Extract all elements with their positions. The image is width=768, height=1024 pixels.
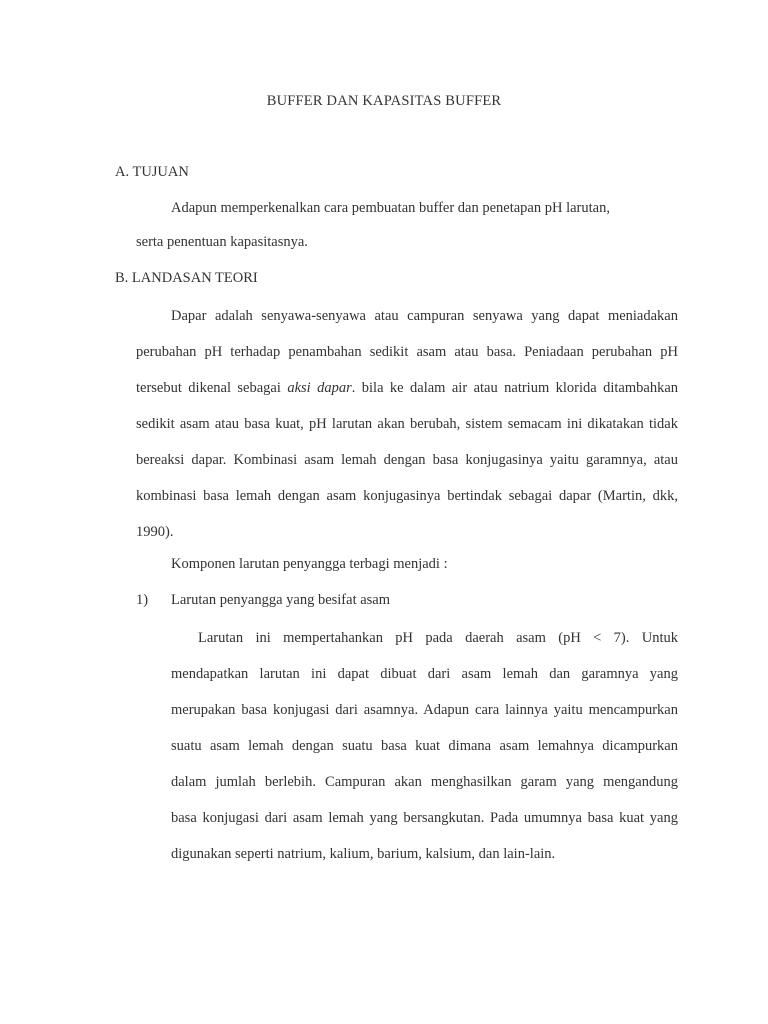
paragraph-line: 1990). — [136, 524, 174, 540]
list-item-heading-1: Larutan penyangga yang besifat asam — [171, 592, 391, 608]
paragraph-line: bereaksi dapar. Kombinasi asam lemah dengan basa konjugasinya yaitu garamnya, atau — [136, 452, 678, 468]
paragraph-text: tersebut dikenal sebagai — [136, 380, 281, 396]
paragraph-line: suatu asam lemah dengan suatu basa kuat dimana asam lemahnya dicampurkan — [171, 738, 678, 754]
paragraph-line: basa konjugasi dari asam lemah yang bersangkutan. Pada umumnya basa kuat yang — [171, 810, 678, 826]
paragraph-line: digunakan seperti natrium, kalium, barium, kalsium, dan lain-lain. — [171, 846, 556, 862]
paragraph-line: sedikit asam atau basa kuat, pH larutan akan berubah, sistem semacam ini dikatakan tidak — [136, 416, 678, 432]
list-number-1: 1) — [136, 592, 149, 608]
paragraph-line: Dapar adalah senyawa-senyawa atau campuran senyawa yang dapat meniadakan — [171, 308, 678, 324]
paragraph-line: mendapatkan larutan ini dapat dibuat dari asam lemah dan garamnya yang — [171, 666, 678, 682]
section-b-paragraph-2: Komponen larutan penyangga terbagi menjadi : — [171, 556, 448, 572]
section-a-line-2: serta penentuan kapasitasnya. — [136, 234, 308, 250]
paragraph-line: Larutan ini mempertahankan pH pada daerah asam (pH < 7). Untuk — [198, 630, 678, 646]
paragraph-line: merupakan basa konjugasi dari asamnya. Adapun cara lainnya yaitu mencampurkan — [171, 702, 678, 718]
paragraph-line: dalam jumlah berlebih. Campuran akan menghasilkan garam yang mengandung — [171, 774, 678, 790]
paragraph-text: . bila ke dalam air atau natrium klorida ditambahkan — [351, 380, 678, 396]
section-b-heading: B. LANDASAN TEORI — [115, 270, 258, 286]
section-a-line-1: Adapun memperkenalkan cara pembuatan buffer dan penetapan pH larutan, — [171, 200, 610, 216]
section-a-heading: A. TUJUAN — [115, 164, 189, 180]
document-title: BUFFER DAN KAPASITAS BUFFER — [266, 93, 502, 109]
paragraph-line: perubahan pH terhadap penambahan sedikit asam atau basa. Peniadaan perubahan pH — [136, 344, 678, 360]
section-b-paragraph-1 — [136, 306, 678, 558]
paragraph-line — [136, 378, 678, 414]
list-item-paragraph-1 — [171, 628, 678, 880]
italic-term: aksi dapar — [287, 380, 352, 396]
paragraph-line: kombinasi basa lemah dengan asam konjugasinya bertindak sebagai dapar (Martin, dkk, — [136, 488, 678, 504]
